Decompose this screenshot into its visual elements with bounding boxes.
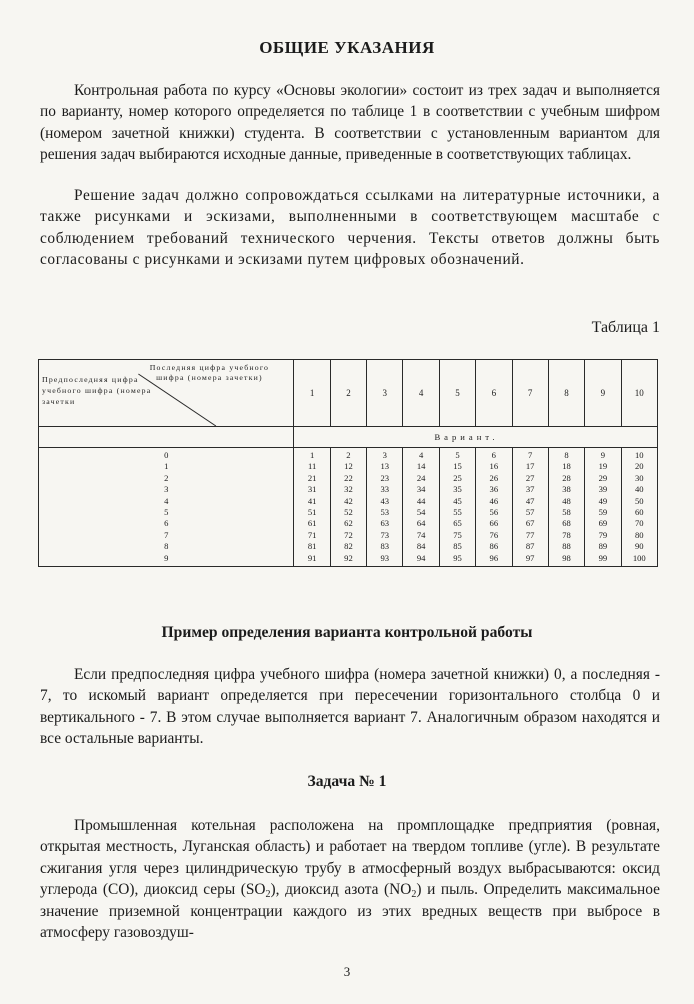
variant-values-row [39,448,658,567]
variant-number: 97 [525,552,535,563]
prelast-digit: 5 [164,506,169,517]
variant-number: 67 [525,518,535,529]
variant-number: 91 [307,552,317,563]
last-digit-header: 3 [367,360,403,427]
variant-number: 48 [562,495,571,506]
variant-number: 93 [380,552,390,563]
variant-number: 49 [598,495,608,506]
variant-number: 25 [453,472,462,483]
task-1-text-part: Промышленная котельная расположена на промплощадке предприятия (ровная, открытая местность, Луганская область) и работает на твердом топливе (угле). В результате сжигания угля через цилиндрическую трубу в атмосферный воздух выбрасываются: оксид углерода (CO), диоксид серы (SO [40,817,660,899]
task-1-text-part: ) и пыль. Определить максимальное значение приземной концентрации каждого из этих вредных веществ при выбросе в атмосферу газовоздуш- [40,881,660,942]
variant-number: 12 [344,461,353,472]
variant-number: 56 [489,506,499,517]
variant-number: 87 [525,541,535,552]
variant-number: 41 [307,495,317,506]
variant-number: 90 [634,541,644,552]
variant-number: 84 [416,541,426,552]
variant-number: 40 [634,484,644,495]
variant-column [621,448,657,567]
variant-number: 15 [453,461,462,472]
variant-number: 54 [416,506,426,517]
variant-number: 70 [634,518,644,529]
variant-column [330,448,366,567]
variant-number: 82 [344,541,353,552]
prelast-digit: 0 [164,450,169,460]
variant-number: 11 [307,461,317,472]
variant-number: 83 [380,541,390,552]
variant-number: 24 [416,472,426,483]
prelast-digit: 9 [164,552,169,563]
variant-number: 61 [307,518,317,529]
page-number: 3 [343,964,351,979]
variant-number: 19 [598,461,608,472]
intro-paragraph-2: Решение задач должно сопровождаться ссылками на литературные источники, а также рисунками и эскизами, выполненными в соответствующем масштабе с соблюдением требований технического черчения. Тексты ответов должны быть согласованы с рисунками и эскизами путем цифровых обозначений. [40,187,660,269]
task-1-text-part: ), диоксид азота (NO [270,881,412,899]
variant-number: 17 [525,461,535,472]
prelast-digit: 6 [164,518,169,529]
last-digit-header: 4 [403,360,439,427]
variant-number: 20 [634,461,644,472]
prelast-digit: 7 [164,529,169,540]
variant-number: 22 [344,472,353,483]
table-caption: Таблица 1 [591,319,660,336]
variant-number: 51 [307,506,317,517]
variant-number: 23 [380,472,390,483]
last-digit-header: 1 [294,360,330,427]
variant-number: 69 [598,518,608,529]
variant-number: 10 [634,450,644,460]
variant-number: 68 [562,518,571,529]
variant-number: 39 [598,484,608,495]
variant-number: 18 [562,461,571,472]
prelast-digit: 1 [164,461,169,472]
variant-column [403,448,439,567]
variant-number: 2 [346,450,351,460]
variant-number: 96 [489,552,499,563]
variant-number: 21 [307,472,317,483]
variant-label: Вариант. [294,427,658,448]
variant-column [512,448,548,567]
variant-number: 77 [525,529,535,540]
variant-number: 31 [307,484,317,495]
variant-number: 14 [416,461,426,472]
variant-number: 28 [562,472,571,483]
variant-number: 42 [344,495,353,506]
variant-number: 38 [562,484,571,495]
blank-cell [39,427,294,448]
variant-number: 99 [598,552,608,563]
table-corner-cell [39,360,294,427]
variant-number: 85 [453,541,462,552]
variant-number: 55 [453,506,462,517]
variant-number: 26 [489,472,499,483]
variant-number: 76 [489,529,499,540]
page-title: ОБЩИЕ УКАЗАНИЯ [259,38,435,57]
variant-number: 65 [453,518,462,529]
variant-number: 30 [634,472,644,483]
variant-number: 3 [382,450,387,460]
variant-number: 95 [453,552,462,563]
variant-number: 64 [416,518,426,529]
variant-number: 16 [489,461,499,472]
variant-number: 88 [562,541,571,552]
variant-number: 60 [634,506,644,517]
example-paragraph: Если предпоследняя цифра учебного шифра (номера зачетной книжки) 0, а последняя - 7, то искомый вариант определяется при пересечении горизонтального столбца 0 и вертикального - 7. В этом случае выполняется вариант 7. Аналогичным образом находятся и все остальные варианты. [40,666,660,748]
variant-number: 7 [528,450,533,460]
variant-number: 43 [380,495,390,506]
variant-number: 75 [453,529,462,540]
variant-number: 59 [598,506,608,517]
variant-number: 34 [416,484,426,495]
variant-label-row [39,427,658,448]
variant-number: 81 [307,541,317,552]
last-digit-header: 5 [439,360,475,427]
variant-number: 29 [598,472,608,483]
prelast-digit: 3 [164,484,169,495]
subscript: 2 [265,889,271,901]
variant-number: 98 [562,552,571,563]
variant-column [585,448,621,567]
example-heading: Пример определения варианта контрольной работы [161,624,533,641]
variant-column [476,448,512,567]
variant-number: 63 [380,518,390,529]
variant-number: 37 [525,484,535,495]
variant-number: 5 [455,450,460,460]
last-digit-header: 9 [585,360,621,427]
variant-column [294,448,330,567]
variant-number: 57 [525,506,535,517]
variant-number: 92 [344,552,353,563]
variant-number: 80 [634,529,644,540]
prelast-digit: 2 [164,472,169,483]
variant-number: 79 [598,529,608,540]
variant-table [38,359,658,567]
variant-number: 74 [416,529,426,540]
intro-paragraph-1: Контрольная работа по курсу «Основы экологии» состоит из трех задач и выполняется по варианту, номер которого определяется по таблице 1 в соответствии с учебным шифром (номером зачетной книжки) студента. В соответствии с установленным вариантом для решения задач выбираются исходные данные, приведенные в соответствующих таблицах. [40,82,660,164]
variant-number: 6 [491,450,496,460]
variant-number: 94 [416,552,426,563]
variant-number: 13 [380,461,390,472]
variant-number: 33 [380,484,390,495]
variant-number: 8 [564,450,569,460]
prelast-digit: 4 [164,495,169,506]
variant-number: 71 [307,529,317,540]
variant-number: 50 [634,495,644,506]
variant-column [548,448,584,567]
variant-number: 36 [489,484,499,495]
last-digit-header: 7 [512,360,548,427]
variant-column [439,448,475,567]
variant-number: 100 [632,552,646,563]
variant-number: 86 [489,541,499,552]
variant-number: 58 [562,506,571,517]
variant-number: 1 [309,450,315,460]
variant-number: 27 [525,472,535,483]
last-digit-header: 2 [330,360,366,427]
variant-number: 46 [489,495,499,506]
variant-number: 53 [380,506,390,517]
variant-number: 32 [344,484,353,495]
table-header-row [39,360,658,427]
variant-number: 9 [600,450,605,460]
task-1-paragraph [40,815,660,943]
task-1-heading: Задача № 1 [307,773,387,790]
corner-header-last-digit: Последняя цифра учебного шифра (номера зачетки) [149,363,270,382]
variant-number: 62 [344,518,353,529]
corner-header-prelast-digit: Предпоследняя цифра учебного шифра (номера зачетки [42,375,152,406]
variant-number: 47 [525,495,535,506]
last-digit-header: 6 [476,360,512,427]
variant-number: 35 [453,484,462,495]
variant-number: 72 [344,529,353,540]
variant-number: 78 [562,529,571,540]
last-digit-header: 10 [621,360,657,427]
prelast-digit-column [39,448,294,567]
prelast-digit: 8 [164,541,169,552]
variant-number: 45 [453,495,462,506]
variant-number: 52 [344,506,353,517]
variant-number: 89 [598,541,608,552]
variant-number: 66 [489,518,499,529]
variant-number: 4 [418,450,424,460]
variant-number: 44 [416,495,426,506]
variant-number: 73 [380,529,390,540]
variant-column [367,448,403,567]
subscript: 2 [411,889,417,901]
last-digit-header: 8 [548,360,584,427]
